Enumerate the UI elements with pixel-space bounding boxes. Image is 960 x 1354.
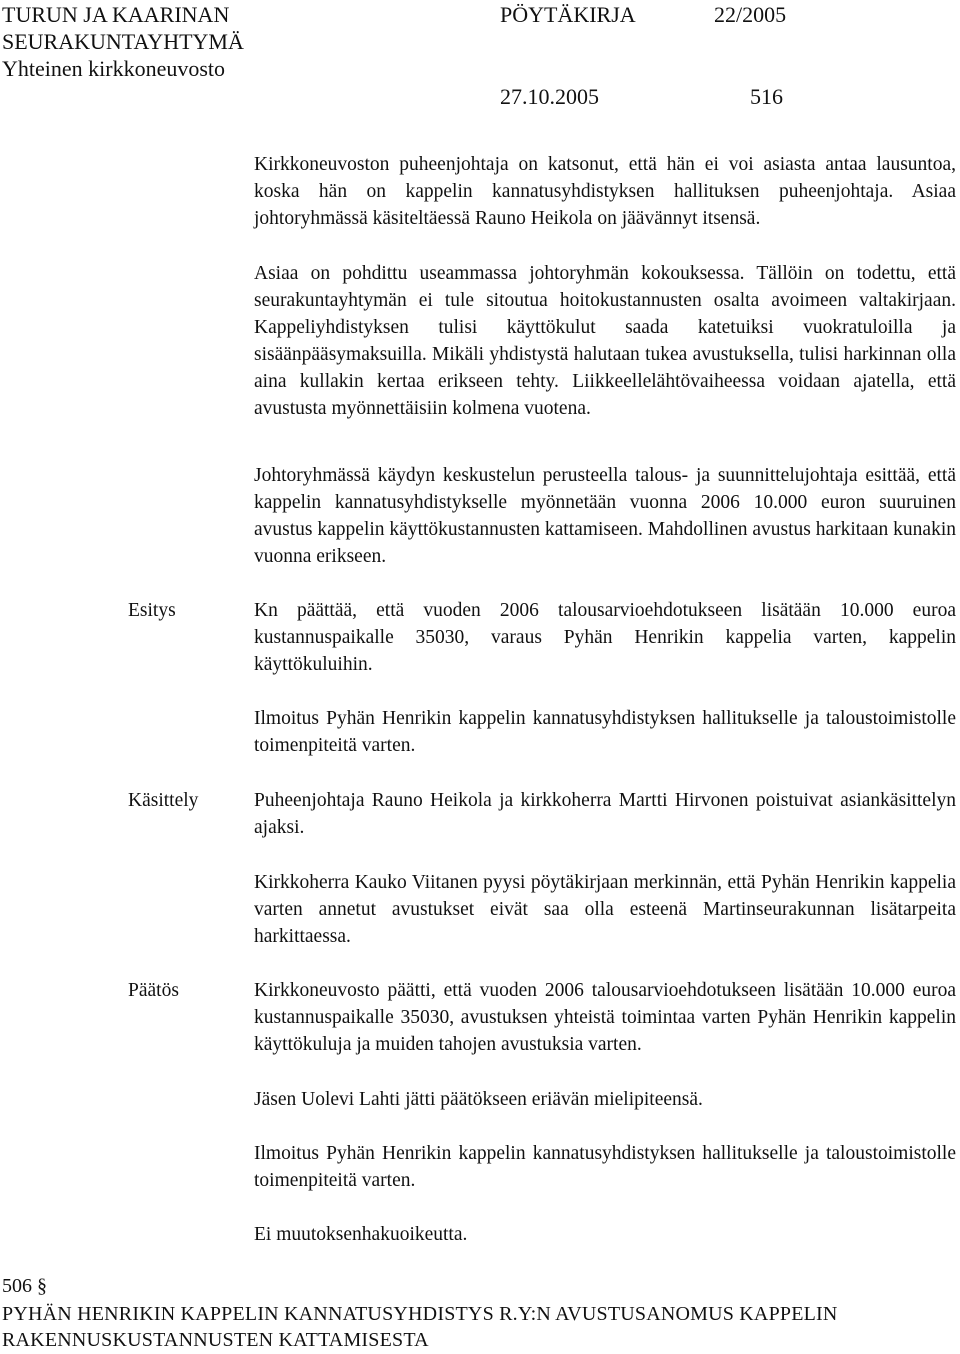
esitys-notification-text: Ilmoitus Pyhän Henrikin kappelin kannatusyhdistyksen hallitukselle ja taloustoimistolle toimenpiteitä varten. — [254, 708, 956, 756]
kasittely-remark-text: Kirkkoherra Kauko Viitanen pyysi pöytäkirjaan merkinnän, että Pyhän Henrikin kappelia varten annetut avustukset eivät saa olla esteenä Martinseurakunnan lisätarpeita harkittaessa. — [254, 872, 956, 947]
document-type: PÖYTÄKIRJA — [500, 2, 636, 27]
paatos-decision-text: Kirkkoneuvosto päätti, että vuoden 2006 talousarvioehdotukseen lisätään 10.000 euroa kustannuspaikalle 35030, avustuksen yhteistä toimintaa varten Pyhän Henrikin kappelin käyttökuluja ja muiden tahojen avustuksia varten. — [254, 980, 956, 1055]
page-number: 516 — [750, 84, 783, 109]
section-label-esitys: Esitys — [128, 600, 176, 621]
next-section-title-line2: RAKENNUSKUSTANNUSTEN KATTAMISESTA — [2, 1329, 429, 1351]
paatos-notification-text: Ilmoitus Pyhän Henrikin kappelin kannatusyhdistyksen hallitukselle ja taloustoimistolle toimenpiteitä varten. — [254, 1143, 956, 1191]
next-section-number: 506 § — [2, 1275, 47, 1297]
paatos-appeal-text: Ei muutoksenhakuoikeutta. — [254, 1224, 468, 1245]
paatos-dissent-text: Jäsen Uolevi Lahti jätti päätökseen eriävän mielipiteensä. — [254, 1089, 703, 1110]
next-section-title-line1: PYHÄN HENRIKIN KAPPELIN KANNATUSYHDISTYS R.Y:N AVUSTUSANOMUS KAPPELIN — [2, 1303, 838, 1325]
governing-body-name: Yhteinen kirkkoneuvosto — [2, 56, 226, 81]
paragraph-chair-disqualification: Kirkkoneuvoston puheenjohtaja on katsonut, että hän ei voi asiasta antaa lausuntoa, koska hän on kappelin kannatusyhdistyksen hallituksen puheenjohtaja. Asiaa johtoryhmässä käsiteltäessä Rauno Heikola on jäävännyt itsensä. — [254, 154, 956, 229]
paragraph-financial-director-proposal: Johtoryhmässä käydyn keskustelun perusteella talous- ja suunnittelujohtaja esittää, että kappelin kannatusyhdistykselle myönnetään vuonna 2006 10.000 euron suuruinen avustus kappelin käyttökustannusten kattamiseen. Mahdollinen avustus harkitaan kunakin vuonna erikseen. — [254, 465, 956, 567]
organization-name: TURUN JA KAARINAN — [2, 2, 230, 27]
paragraph-management-discussion: Asiaa on pohdittu useammassa johtoryhmän kokouksessa. Tällöin on todettu, että seurakuntayhtymän ei tule sitoutua hoitokustannusten osalta avoimeen valtakirjaan. Kappeliyhdistyksen tulisi käyttökulut saada katetuiksi vuokratuloilla ja sisäänpääsymaksuilla. Mikäli yhdistystä halutaan tukea avustuksella, tulisi harkinnan olla aina kullakin kertaa erikseen tehty. Liikkeellelähtövaiheessa voidaan ajatella, että avustusta myönnettäisiin kolmena vuotena. — [254, 263, 956, 419]
section-label-paatos: Päätös — [128, 980, 179, 1001]
esitys-proposal-text: Kn päättää, että vuoden 2006 talousarvioehdotukseen lisätään 10.000 euroa kustannuspaikalle 35030, varaus Pyhän Henrikin kappelia varten, kappelin käyttökuluihin. — [254, 600, 956, 675]
organization-name-line2: SEURAKUNTAYHTYMÄ — [2, 29, 244, 54]
section-label-kasittely: Käsittely — [128, 790, 199, 811]
kasittely-recusal-text: Puheenjohtaja Rauno Heikola ja kirkkoherra Martti Hirvonen poistuivat asiankäsittelyn ajaksi. — [254, 790, 956, 838]
meeting-date: 27.10.2005 — [500, 84, 599, 109]
document-number: 22/2005 — [714, 2, 787, 27]
